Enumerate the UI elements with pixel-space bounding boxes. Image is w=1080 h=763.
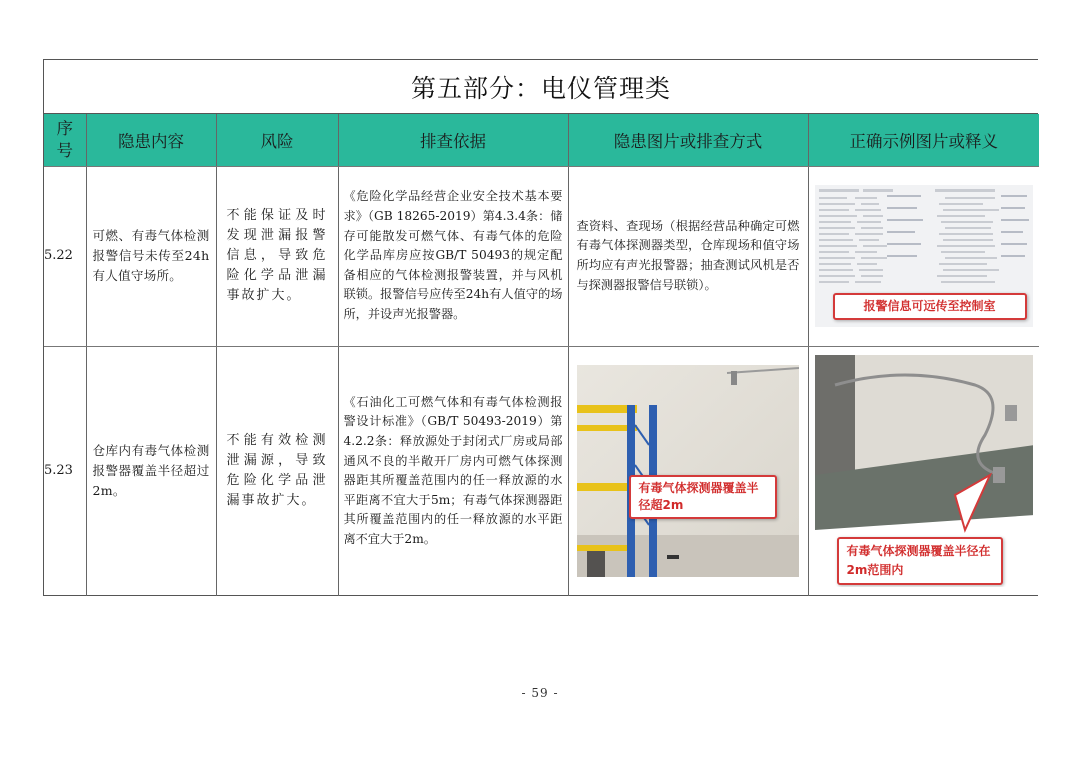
row-number: 5.22 — [44, 166, 86, 346]
row-number: 5.23 — [44, 346, 86, 596]
header-number: 序号 — [44, 114, 86, 166]
table-row — [44, 346, 1039, 596]
risk-text: 不能保证及时发现泄漏报警信息，导致危险化学品泄漏事故扩大。 — [216, 166, 338, 346]
hazard-callout: 有毒气体探测器覆盖半径超2m — [629, 475, 777, 519]
header-content: 隐患内容 — [86, 114, 216, 166]
inspection-basis: 《石油化工可燃气体和有毒气体检测报警设计标准》（GB/T 50493-2019）第4.2.2条：释放源处于封闭式厂房或局部通风不良的半敞开厂房内可燃气体探测器距其所覆盖范围内的任一释放源的水平距离不宜大于5m；有毒气体探测器距其所覆盖范围内的任一释放源的水平距离不宜大于2m。 — [338, 346, 568, 596]
page-number: - 59 - — [521, 686, 559, 700]
warehouse-rack-image — [577, 365, 799, 577]
example-callout: 有毒气体探测器覆盖半径在2m范围内 — [837, 537, 1003, 585]
inspection-method: 查资料、查现场（根据经营品种确定可燃有毒气体探测器类型，仓库现场和值守场所均应有声光报警器；抽查测试风机是否与探测器报警信号联锁）。 — [568, 166, 808, 346]
section-title: 第五部分：电仪管理类 — [44, 60, 1038, 114]
inspection-table-sheet — [43, 59, 1038, 596]
table-header-row — [44, 114, 1039, 166]
header-risk: 风险 — [216, 114, 338, 166]
header-basis: 排查依据 — [338, 114, 568, 166]
monitor-screen-photo — [815, 185, 1034, 327]
inspection-basis: 《危险化学品经营企业安全技术基本要求》（GB 18265-2019）第4.3.4条：储存可能散发可燃气体、有毒气体的危险化学品库房应按GB/T 50493的规定配备相应的气体检测报警装置，并与风机联锁。报警信号应传至24h有人值守的场所，并设声光报警器。 — [338, 166, 568, 346]
example-image-cell — [808, 346, 1039, 596]
detector-wall-photo — [815, 355, 1034, 587]
hazard-image-cell — [568, 346, 808, 596]
header-method: 隐患图片或排查方式 — [568, 114, 808, 166]
example-image-cell — [808, 166, 1039, 346]
risk-text: 不能有效检测泄漏源，导致危险化学品泄漏事故扩大。 — [216, 346, 338, 596]
example-callout: 报警信息可远传至控制室 — [833, 293, 1027, 320]
hazard-content: 仓库内有毒气体检测报警器覆盖半径超过2m。 — [86, 346, 216, 596]
hazard-table — [44, 114, 1039, 596]
table-row — [44, 166, 1039, 346]
header-example: 正确示例图片或释义 — [808, 114, 1039, 166]
warehouse-rack-photo — [577, 365, 800, 577]
hazard-content: 可燃、有毒气体检测报警信号未传至24h有人值守场所。 — [86, 166, 216, 346]
